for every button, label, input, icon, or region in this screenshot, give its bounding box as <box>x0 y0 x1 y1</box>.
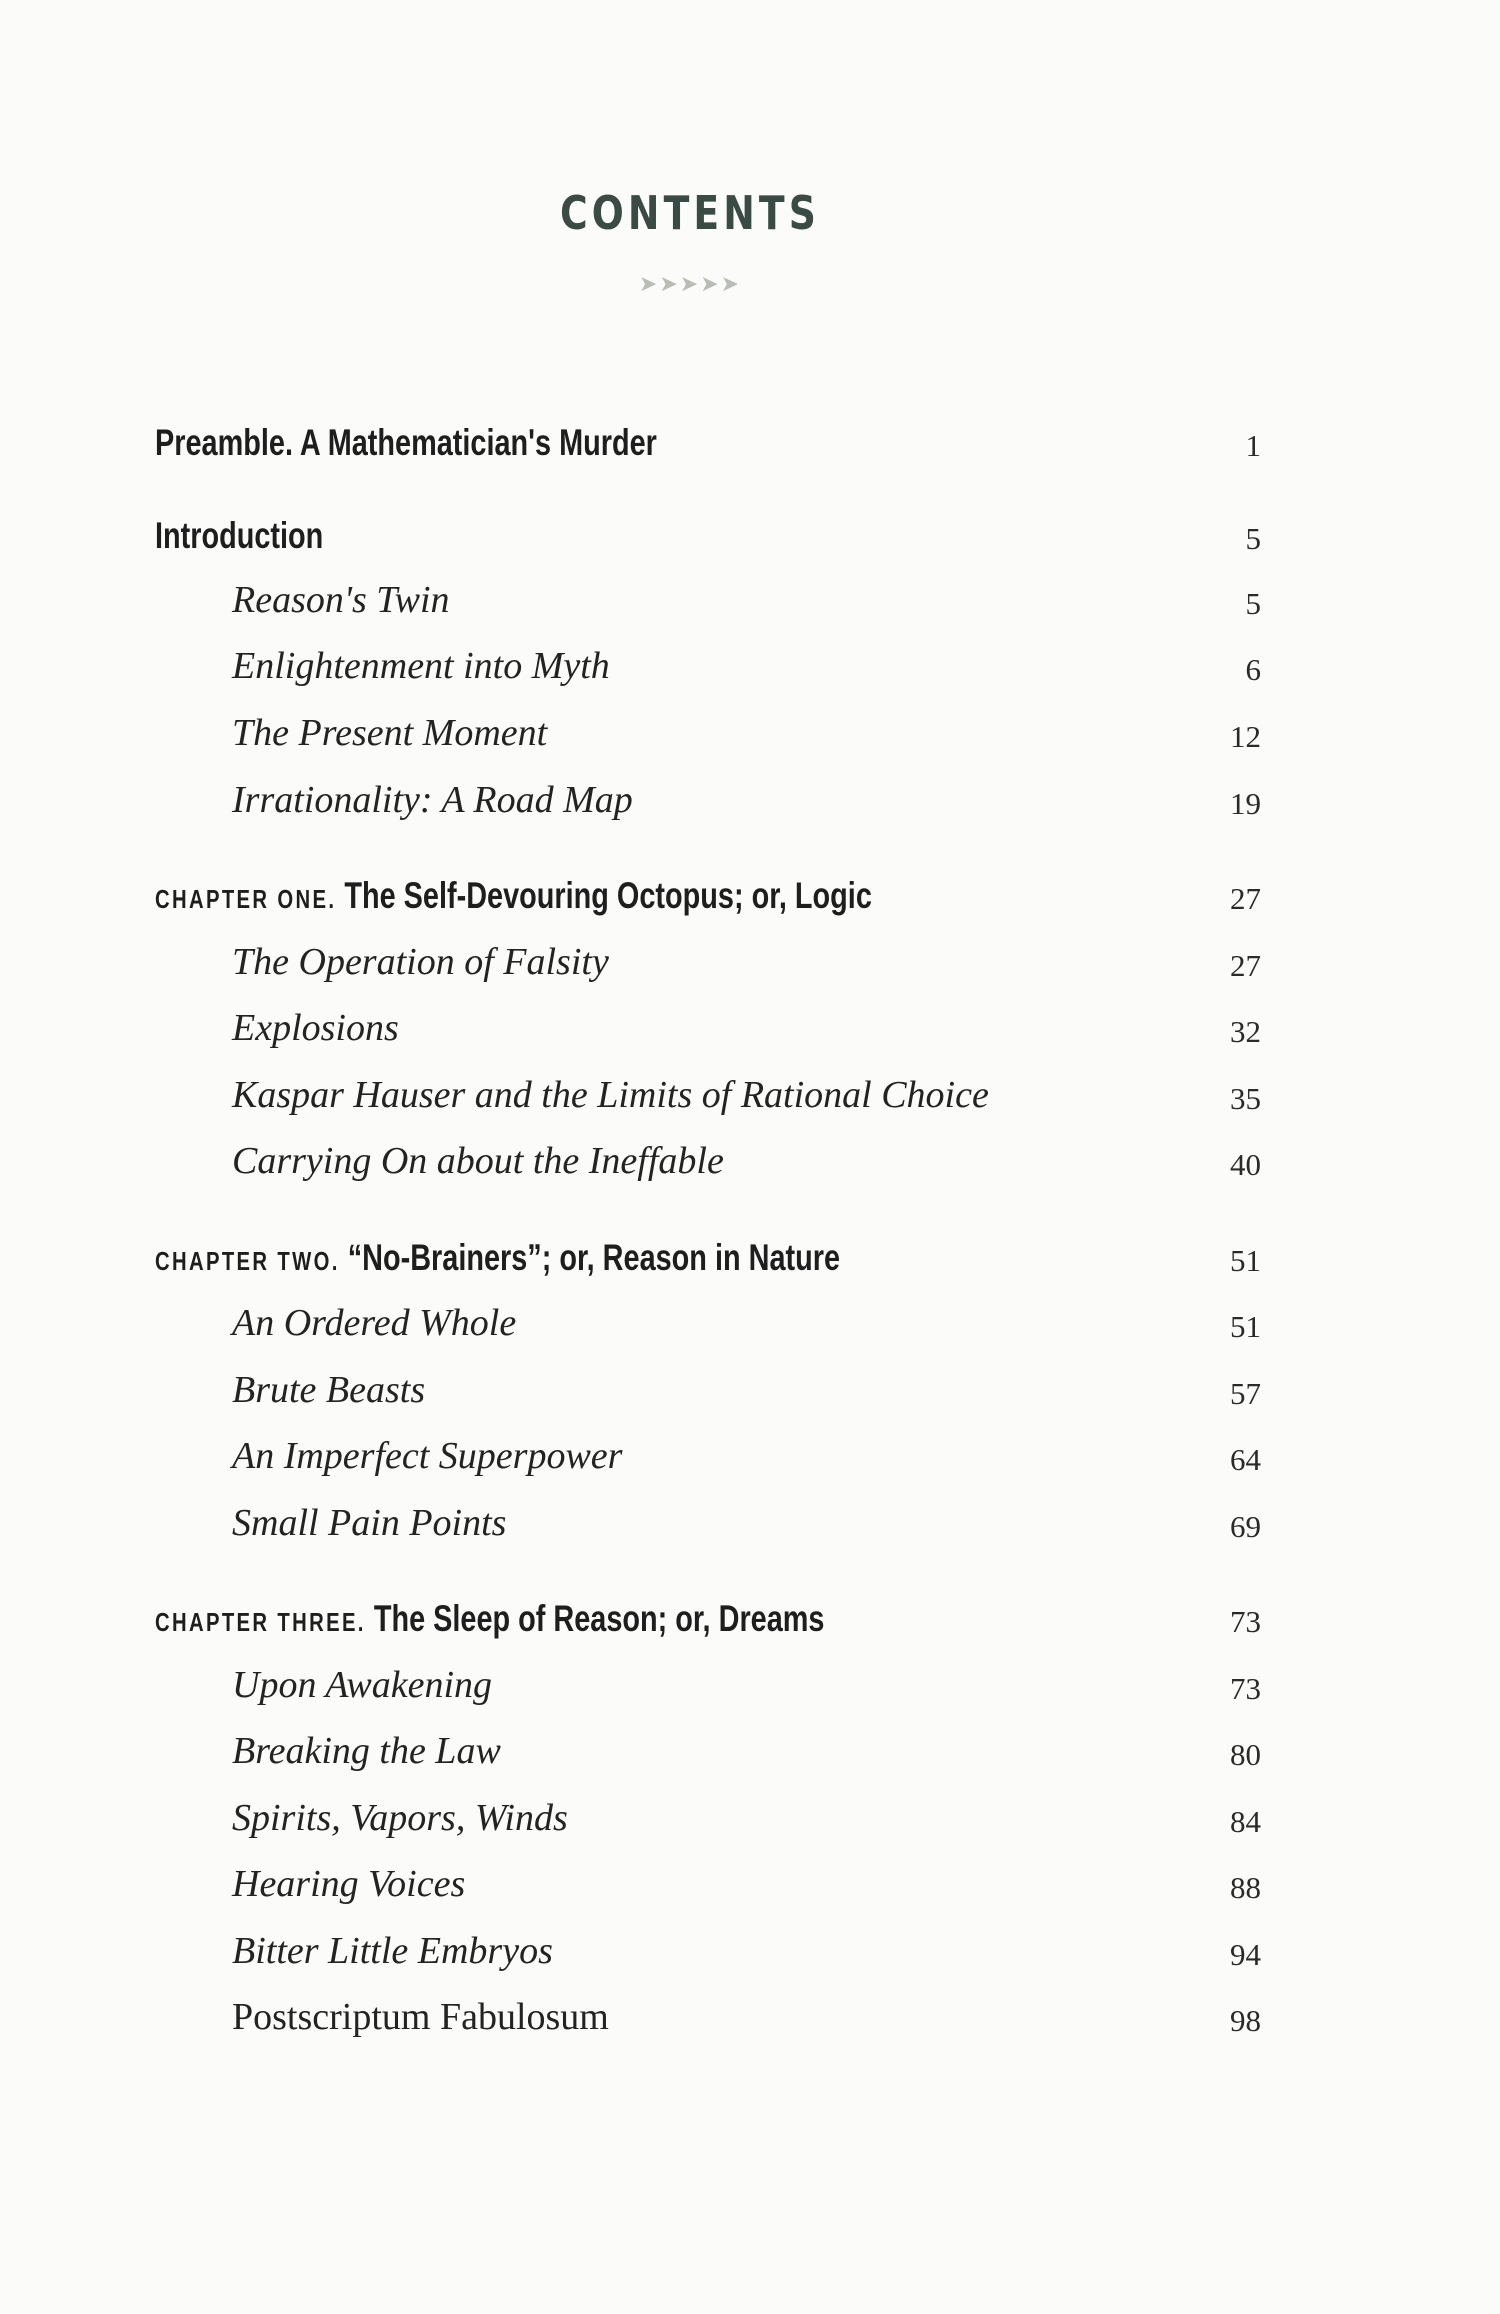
toc-entry-title: Preamble. A Mathematician's Murder <box>155 422 657 463</box>
toc-subentry-title: An Ordered Whole <box>232 1302 517 1344</box>
toc-page-number: 12 <box>1230 719 1261 754</box>
toc-page-number: 84 <box>1230 1804 1261 1839</box>
toc-entry-chapter-one[interactable] <box>0 865 1500 925</box>
toc-subentry-title: Carrying On about the Ineffable <box>232 1140 724 1182</box>
toc-subentry-title: Breaking the Law <box>232 1730 501 1772</box>
toc-page-number: 19 <box>1230 786 1261 821</box>
toc-page-number: 94 <box>1230 1937 1261 1972</box>
toc-subentry[interactable] <box>0 1655 1500 1715</box>
toc-page-number: 32 <box>1230 1014 1261 1049</box>
toc-subentry[interactable] <box>0 932 1500 992</box>
toc-subentry[interactable] <box>0 1493 1500 1553</box>
toc-subentry-title: The Present Moment <box>232 712 548 754</box>
toc-page-number: 73 <box>1230 1604 1261 1639</box>
toc-page-number: 57 <box>1230 1376 1261 1411</box>
toc-subentry[interactable] <box>0 1293 1500 1353</box>
toc-subentry[interactable] <box>0 636 1500 696</box>
toc-entry-preamble[interactable] <box>0 412 1500 472</box>
toc-subentry[interactable] <box>0 998 1500 1058</box>
toc-entry-chapter-three[interactable] <box>0 1588 1500 1648</box>
toc-entry-postscriptum[interactable] <box>0 1987 1500 2047</box>
toc-entry-title: CHAPTER THREE. The Sleep of Reason; or, Dreams <box>155 1598 825 1639</box>
toc-subentry-title: Hearing Voices <box>232 1863 466 1905</box>
toc-page-number: 35 <box>1230 1081 1261 1116</box>
toc-page-number: 1 <box>1245 428 1261 463</box>
chapter-prefix: CHAPTER THREE. <box>155 1607 366 1637</box>
toc-subentry-title: Small Pain Points <box>232 1502 507 1544</box>
toc-subentry-title: An Imperfect Superpower <box>232 1435 623 1477</box>
toc-subentry-title: Bitter Little Embryos <box>232 1930 553 1972</box>
toc-subentry[interactable] <box>0 1921 1500 1981</box>
toc-subentry[interactable] <box>0 570 1500 630</box>
toc-subentry-title: Postscriptum Fabulosum <box>232 1996 609 2038</box>
toc-page-number: 98 <box>1230 2003 1261 2038</box>
toc-subentry-title: Brute Beasts <box>232 1369 426 1411</box>
toc-subentry-title: Spirits, Vapors, Winds <box>232 1797 568 1839</box>
toc-subentry-title: Irrationality: A Road Map <box>232 779 633 821</box>
toc-page-number: 69 <box>1230 1509 1261 1544</box>
toc-entry-title: Introduction <box>155 515 324 556</box>
toc-entry-title: CHAPTER TWO. “No-Brainers”; or, Reason in Nature <box>155 1237 841 1278</box>
arrow-ornament-icon: ➤➤➤➤➤ <box>638 272 742 297</box>
toc-subentry[interactable] <box>0 1131 1500 1191</box>
toc-subentry[interactable] <box>0 1854 1500 1914</box>
toc-entry-chapter-two[interactable] <box>0 1227 1500 1287</box>
toc-subentry-title: Upon Awakening <box>232 1664 493 1706</box>
toc-entry-title: CHAPTER ONE. The Self-Devouring Octopus; or, Logic <box>155 875 872 916</box>
toc-page-number: 64 <box>1230 1442 1261 1477</box>
toc-subentry-title: Reason's Twin <box>232 579 450 621</box>
toc-page-number: 5 <box>1245 586 1261 621</box>
toc-subentry-title: The Operation of Falsity <box>232 941 609 983</box>
toc-subentry-title: Enlightenment into Myth <box>232 645 610 687</box>
toc-page-number: 27 <box>1230 881 1261 916</box>
toc-subentry-title: Kaspar Hauser and the Limits of Rational Choice <box>232 1074 989 1116</box>
chapter-prefix: CHAPTER ONE. <box>155 884 337 914</box>
toc-subentry[interactable] <box>0 1721 1500 1781</box>
toc-subentry[interactable] <box>0 1426 1500 1486</box>
toc-subentry[interactable] <box>0 1065 1500 1125</box>
toc-page-number: 5 <box>1245 521 1261 556</box>
page-title: CONTENTS <box>559 186 821 240</box>
toc-page-number: 27 <box>1230 948 1261 983</box>
toc-subentry[interactable] <box>0 1788 1500 1848</box>
toc-subentry[interactable] <box>0 1360 1500 1420</box>
toc-entry-introduction[interactable] <box>0 505 1500 565</box>
toc-page-number: 73 <box>1230 1671 1261 1706</box>
toc-subentry-title: Explosions <box>232 1007 399 1049</box>
toc-subentry[interactable] <box>0 703 1500 763</box>
toc-page-number: 40 <box>1230 1147 1261 1182</box>
toc-page-number: 88 <box>1230 1870 1261 1905</box>
toc-page-number: 80 <box>1230 1737 1261 1772</box>
toc-page-number: 51 <box>1230 1309 1261 1344</box>
toc-page-number: 6 <box>1245 652 1261 687</box>
toc-subentry[interactable] <box>0 770 1500 830</box>
toc-page-number: 51 <box>1230 1243 1261 1278</box>
chapter-prefix: CHAPTER TWO. <box>155 1246 340 1276</box>
